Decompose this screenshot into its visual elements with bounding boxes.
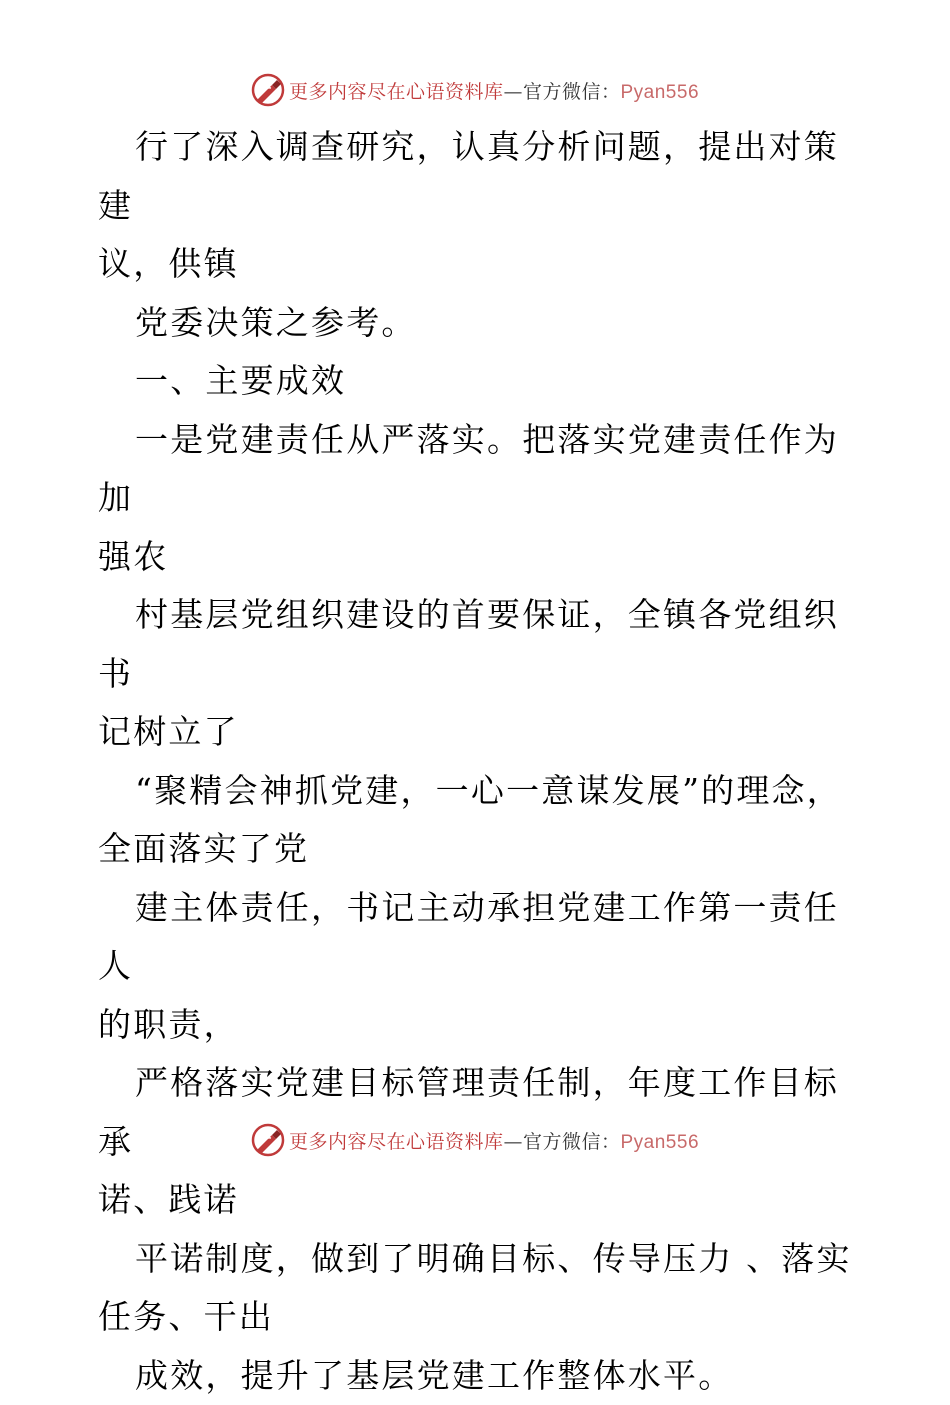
watermark-banner-top (0, 68, 950, 112)
line-first: 建主体责任，书记主动承担党建工作第一责任人 (98, 888, 839, 986)
line-rest: 任务、干出 (98, 1288, 858, 1347)
line-rest: 的职责， (98, 996, 858, 1055)
line-rest: 诺、践诺 (98, 1171, 858, 1230)
line-first: 成效，提升了基层党建工作整体水平。 (98, 1356, 733, 1395)
line-first: 严格落实党建目标管理责任制，年度工作目标承 (98, 1063, 839, 1161)
line-rest: 强农 (98, 528, 858, 587)
paragraph-line-6 (98, 762, 858, 879)
line-first: 行了深入调查研究，认真分析问题，提出对策建 (98, 127, 839, 225)
watermark-label: 官方微信： (523, 1131, 621, 1153)
paragraph-line-10 (98, 1347, 858, 1405)
line-first: 平诺制度，做到了明确目标、传导压力 、落实 (98, 1239, 852, 1278)
document-body (98, 118, 858, 1405)
pen-logo-icon (251, 1123, 285, 1157)
line-first: 村基层党组织建设的首要保证，全镇各党组织书 (98, 595, 839, 693)
line-first: 党委决策之参考。 (98, 303, 417, 342)
watermark-inner (251, 1123, 699, 1157)
line-first: 一、主要成效 (98, 361, 346, 400)
paragraph-line-1 (98, 118, 858, 294)
paragraph-line-9 (98, 1230, 858, 1347)
watermark-separator: — (503, 81, 523, 103)
line-rest: 议，供镇 (98, 235, 858, 294)
paragraph-line-5 (98, 586, 858, 762)
paragraph-line-4 (98, 411, 858, 587)
pen-logo-icon (251, 73, 285, 107)
watermark-separator: — (503, 1131, 523, 1153)
watermark-banner-bottom (0, 1118, 950, 1162)
line-first: “聚精会神抓党建，一心一意谋发展”的理念， (98, 771, 842, 810)
line-first: 一是党建责任从严落实。把落实党建责任作为加 (98, 420, 839, 518)
line-rest: 全面落实了党 (98, 820, 858, 879)
watermark-inner (251, 73, 699, 107)
paragraph-line-7 (98, 879, 858, 1055)
section-heading (98, 352, 858, 411)
watermark-brand: 更多内容尽在心语资料库 (289, 1131, 504, 1153)
line-rest: 记树立了 (98, 703, 858, 762)
watermark-text (289, 1127, 699, 1154)
watermark-brand: 更多内容尽在心语资料库 (289, 81, 504, 103)
watermark-text (289, 77, 699, 104)
paragraph-line-2 (98, 294, 858, 353)
watermark-id: Pyan556 (621, 1132, 700, 1153)
watermark-id: Pyan556 (621, 82, 700, 103)
watermark-label: 官方微信： (523, 81, 621, 103)
